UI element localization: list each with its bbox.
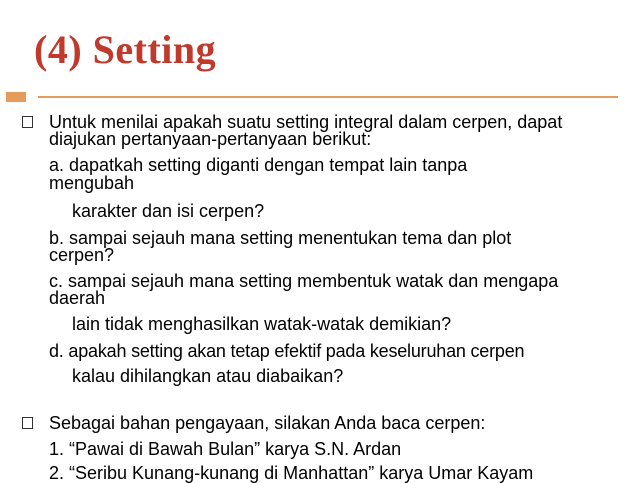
text-line: Untuk menilai apakah suatu setting integral dalam cerpen, dapat bbox=[49, 112, 563, 132]
square-bullet-icon bbox=[22, 116, 33, 128]
text-line: b. sampai sejauh mana setting menentukan tema dan plot bbox=[49, 228, 512, 248]
title-divider bbox=[38, 96, 618, 98]
text-line: 1. “Pawai di Bawah Bulan” karya S.N. Ardan bbox=[49, 439, 402, 459]
text-line: daerah bbox=[49, 288, 106, 308]
text-line: lain tidak menghasilkan watak-watak demikian? bbox=[72, 314, 452, 334]
text-line: a. dapatkah setting diganti dengan tempat lain tanpa bbox=[49, 155, 468, 175]
text-line: cerpen? bbox=[49, 245, 115, 265]
text-line: karakter dan isi cerpen? bbox=[72, 201, 265, 221]
text-line: diajukan pertanyaan-pertanyaan berikut: bbox=[49, 129, 372, 149]
text-line: mengubah bbox=[49, 173, 135, 193]
text-line: Sebagai bahan pengayaan, silakan Anda baca cerpen: bbox=[49, 413, 486, 433]
text-line: c. sampai sejauh mana setting membentuk watak dan mengapa bbox=[49, 271, 559, 291]
slide-title: (4) Setting bbox=[34, 27, 217, 72]
title-accent-square bbox=[6, 92, 26, 102]
square-bullet-icon bbox=[22, 417, 33, 429]
text-line: 2. “Seribu Kunang-kunang di Manhattan” karya Umar Kayam bbox=[49, 463, 534, 483]
text-line: d. apakah setting akan tetap efektif pada keseluruhan cerpen bbox=[49, 341, 525, 361]
text-line: kalau dihilangkan atau diabaikan? bbox=[72, 366, 344, 386]
